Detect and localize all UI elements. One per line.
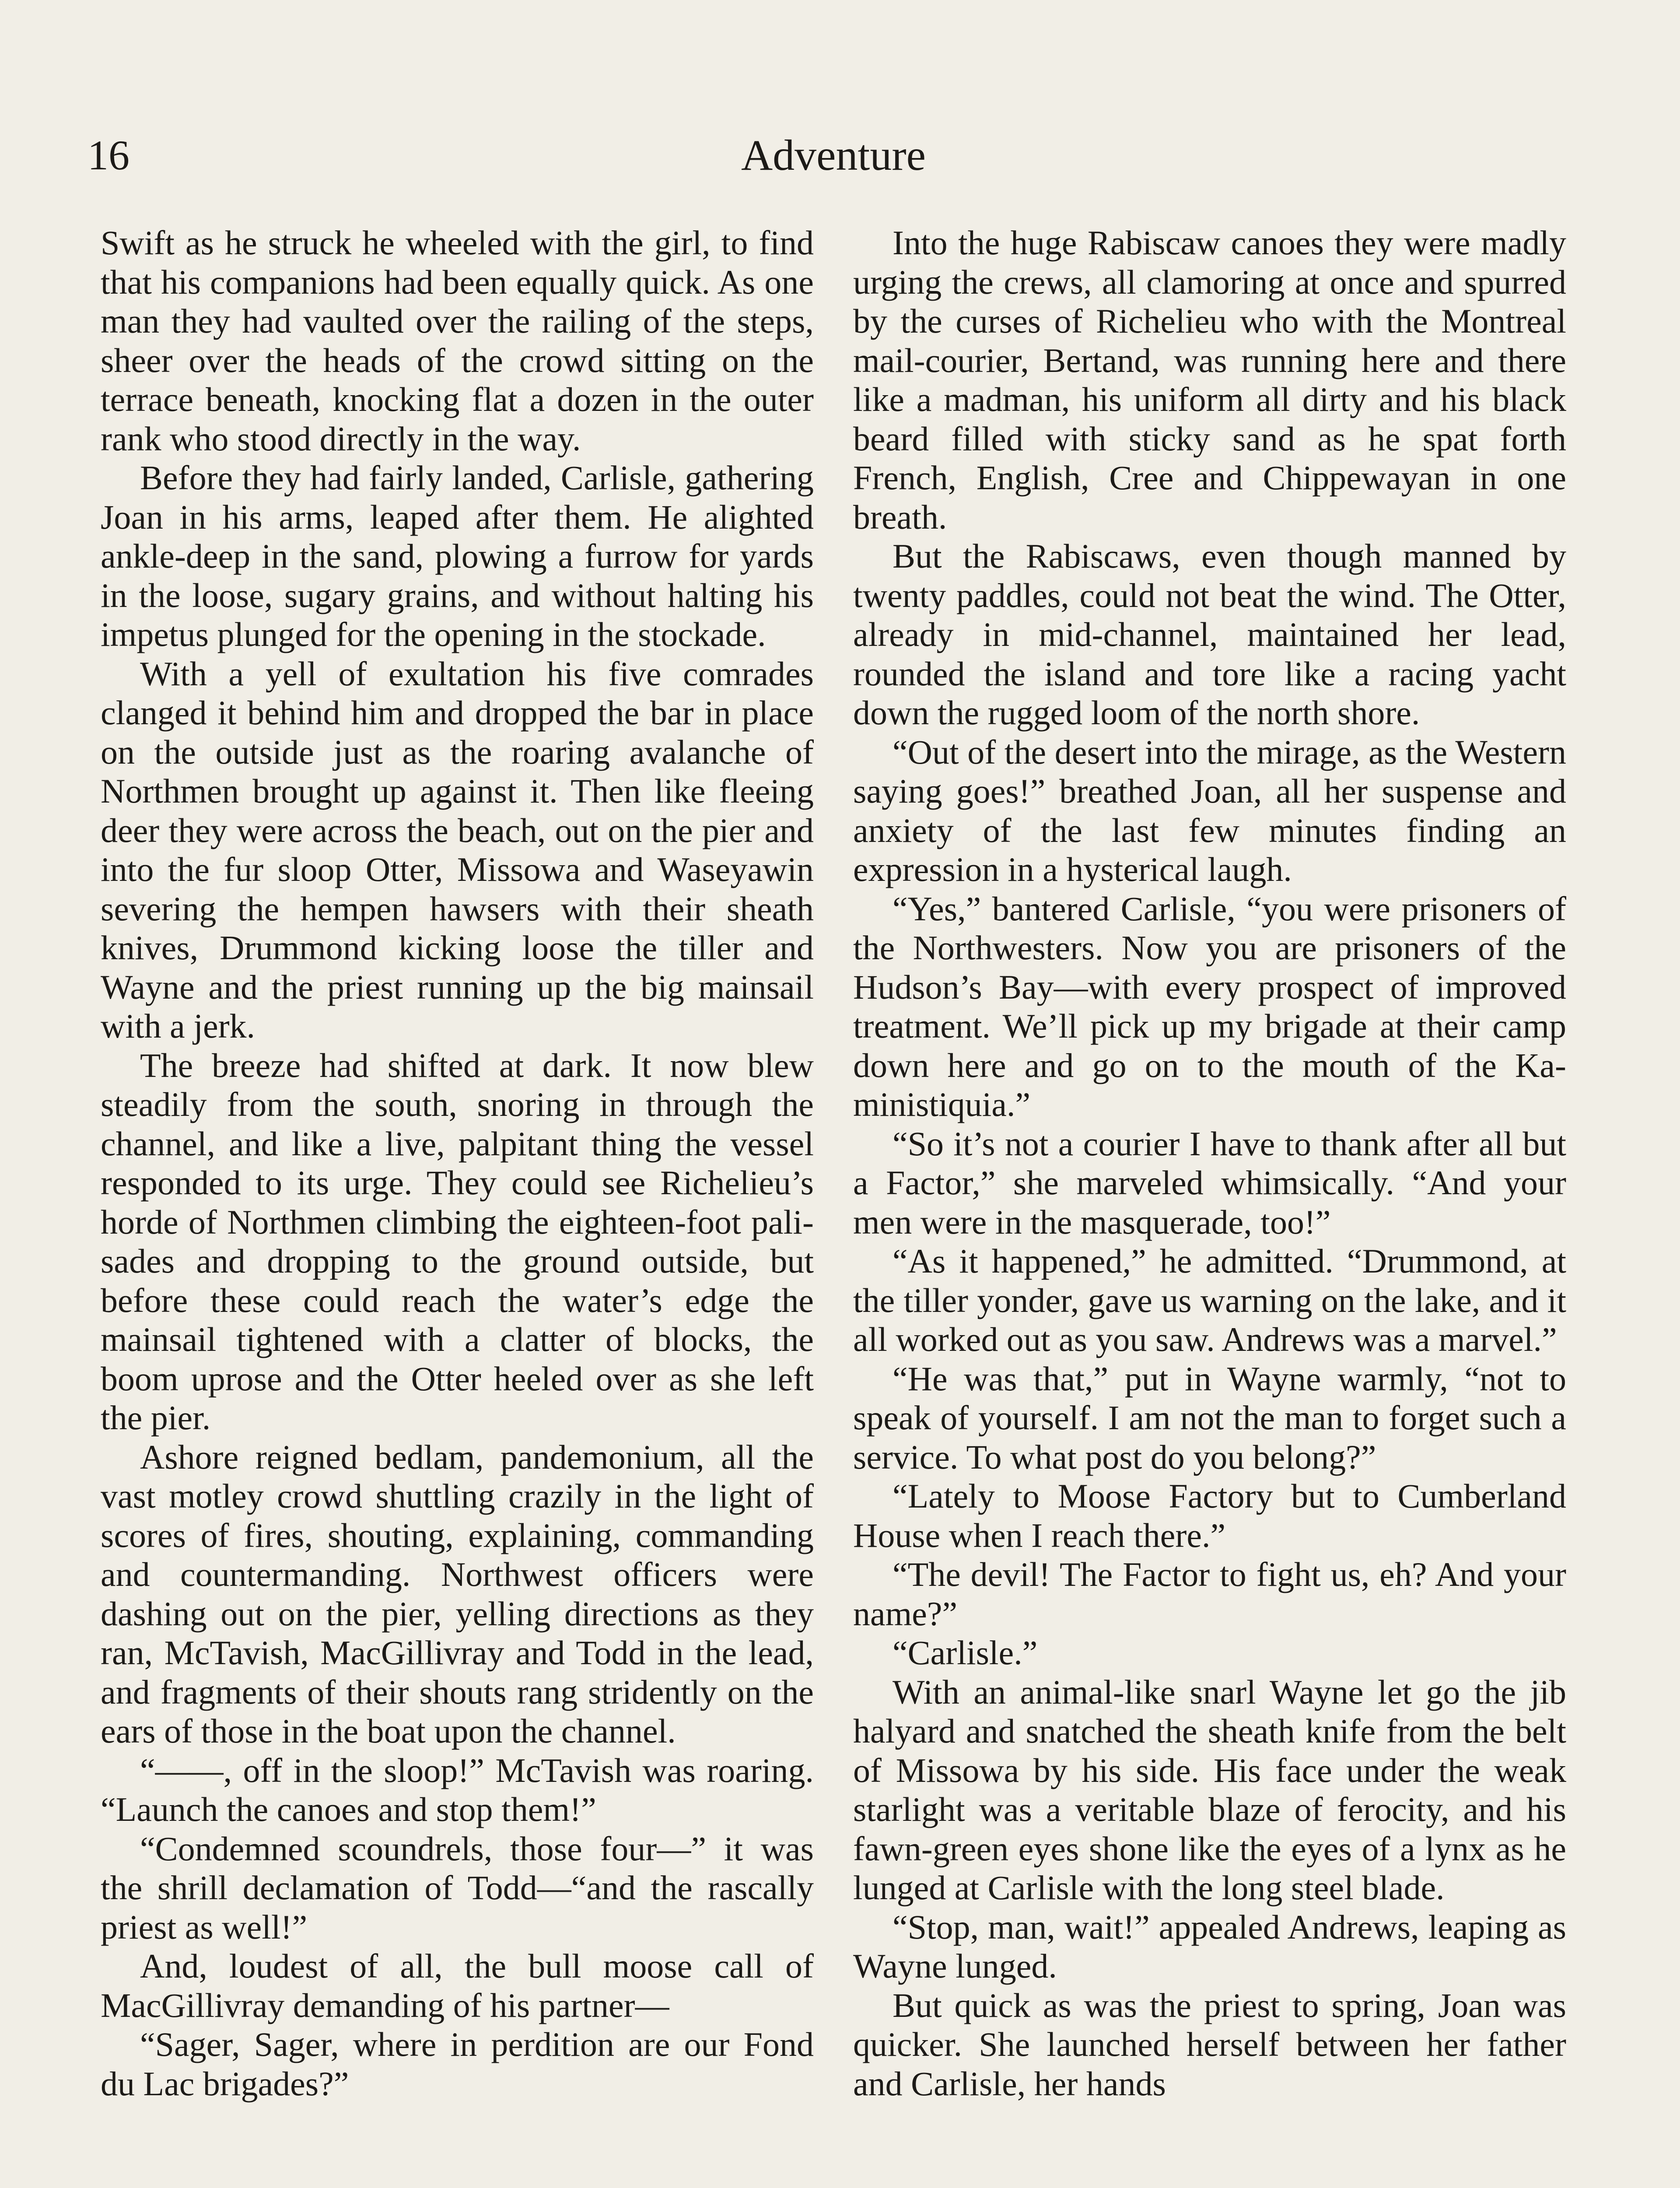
page-number: 16: [88, 132, 130, 179]
paragraph: “He was that,” put in Wayne warmly, “not to speak of yourself. I am not the man to forget such a service. To what post do you belong?”: [853, 1359, 1566, 1476]
page-header: [88, 123, 1579, 188]
paragraph: “The devil! The Factor to fight us, eh? And your name?”: [853, 1555, 1566, 1633]
paragraph: Swift as he struck he wheeled with the girl, to find that his companions had been equally quick. As one man they had vaulted over the railing of the steps, sheer over the heads of the crowd sitting on the terrace beneath, knocking flat a dozen in the outer rank who stood directly in the way.: [101, 224, 814, 458]
paragraph: But the Rabiscaws, even though manned by twenty paddles, could not beat the wind. The Otter, already in mid-channel, maintained her lead, rounded the island and tore like a racing yacht down the rugged loom of the north shore.: [853, 537, 1566, 732]
paragraph: Into the huge Rabiscaw canoes they were madly urging the crews, all clamoring at once and spurred by the curses of Richelieu who with the Montreal mail-courier, Bertand, was running here and there like a madman, his uniform all dirty and his black beard filled with sticky sand as he spat forth French, English, Cree and Chippewayan in one breath.: [853, 224, 1566, 536]
paragraph: “Condemned scoundrels, those four—” it was the shrill declamation of Todd—“and the rascally priest as well!”: [101, 1829, 814, 1946]
paragraph: “Sager, Sager, where in perdition are our Fond du Lac brigades?”: [101, 2025, 814, 2103]
paragraph: Before they had fairly landed, Carlisle, gathering Joan in his arms, leaped after them. He alighted ankle-deep in the sand, plowing a furrow for yards in the loose, sugary grains, and without halting his impetus plunged for the opening in the stockade.: [101, 459, 814, 653]
paragraph: “Lately to Moose Factory but to Cumberland House when I reach there.”: [853, 1477, 1566, 1554]
running-title: Adventure: [741, 131, 926, 179]
right-column: [853, 223, 1566, 2103]
paragraph: “So it’s not a courier I have to thank after all but a Factor,” she marveled whimsically. “And your men were in the masquerade, too!”: [853, 1124, 1566, 1241]
paragraph: “As it happened,” he admitted. “Drummond, at the tiller yonder, gave us warning on the lake, and it all worked out as you saw. Andrews was a marvel.”: [853, 1242, 1566, 1358]
paragraph: With a yell of exultation his five comrades clanged it behind him and dropped the bar in place on the outside just as the roaring avalanche of Northmen brought up against it. Then like fleeing deer they were across the beach, out on the pier and into the fur sloop Otter, Missowa and Waseyawin severing the hempen hawsers with their sheath knives, Drummond kicking loose the tiller and Wayne and the priest running up the big mainsail with a jerk.: [101, 654, 814, 1045]
paragraph: But quick as was the priest to spring, Joan was quicker. She launched herself between her father and Carlisle, her hands: [853, 1986, 1566, 2103]
paragraph: “Out of the desert into the mirage, as the Western saying goes!” breathed Joan, all her suspense and anxiety of the last few minutes finding an expression in a hysterical laugh.: [853, 733, 1566, 888]
paragraph: “Carlisle.”: [892, 1634, 1038, 1672]
paragraph: “——, off in the sloop!” McTavish was roaring. “Launch the canoes and stop them!”: [101, 1751, 814, 1828]
paragraph: And, loudest of all, the bull moose call of MacGillivray demanding of his partner—: [101, 1947, 814, 2024]
left-column: [101, 223, 814, 2103]
paragraph: “Yes,” bantered Carlisle, “you were prisoners of the Northwesters. Now you are prisoners of the Hudson’s Bay—with every prospect of improved treatment. We’ll pick up my brigade at their camp down here and go on to the mouth of the Kaministiquia.”: [853, 889, 1566, 1123]
paragraph: The breeze had shifted at dark. It now blew steadily from the south, snoring in through the channel, and like a live, palpitant thing the vessel responded to its urge. They could see Richelieu’s horde of Northmen climbing the eighteen-foot palisades and dropping to the ground outside, but before these could reach the water’s edge the mainsail tightened with a clatter of blocks, the boom uprose and the Otter heeled over as she left the pier.: [101, 1046, 814, 1437]
paragraph: With an animal-like snarl Wayne let go the jib halyard and snatched the sheath knife from the belt of Missowa by his side. His face under the weak starlight was a veritable blaze of ferocity, and his fawn-green eyes shone like the eyes of a lynx as he lunged at Carlisle with the long steel blade.: [853, 1673, 1566, 1907]
paragraph: “Stop, man, wait!” appealed Andrews, leaping as Wayne lunged.: [853, 1907, 1566, 1985]
paragraph: Ashore reigned bedlam, pandemonium, all the vast motley crowd shuttling crazily in the light of scores of fires, shouting, explaining, commanding and countermanding. Northwest officers were dashing out on the pier, yelling directions as they ran, McTavish, MacGillivray and Todd in the lead, and fragments of their shouts rang stridently on the ears of those in the boat upon the channel.: [101, 1438, 814, 1750]
